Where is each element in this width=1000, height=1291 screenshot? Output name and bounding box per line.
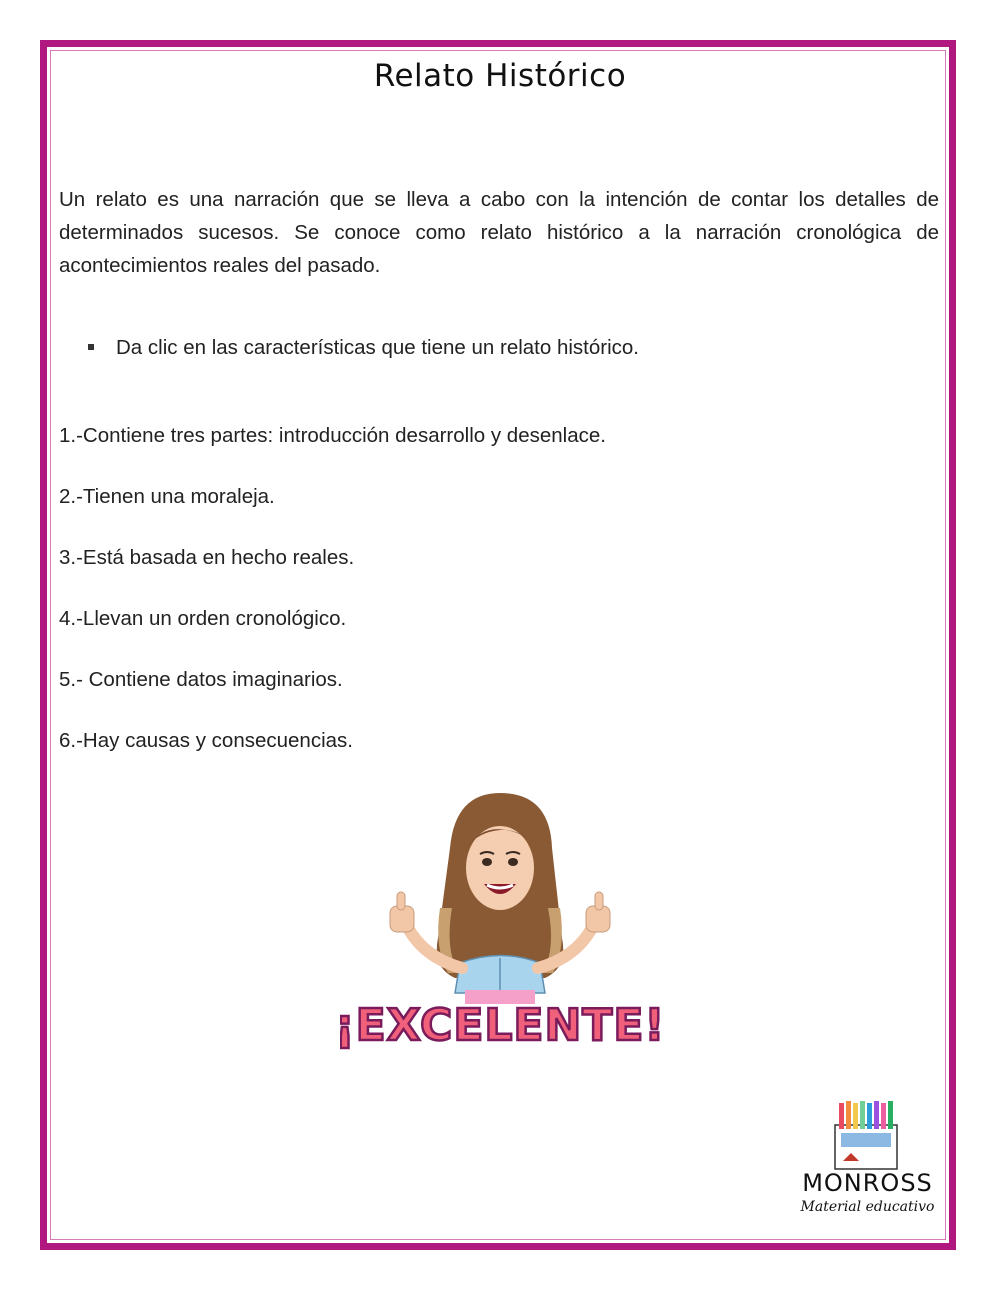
bullet-icon	[88, 344, 94, 350]
instruction-text: Da clic en las características que tiene un relato histórico.	[116, 336, 640, 359]
intro-paragraph: Un relato es una narración que se lleva a cabo con la intención de contar los detalles de determinados sucesos. Se conoce como relato histórico a la narración cronológica de acontecimientos reales del pasado.	[59, 188, 939, 277]
options-list	[59, 421, 606, 787]
option-1[interactable]: 1.-Contiene tres partes: introducción desarrollo y desenlace.	[59, 424, 606, 447]
logo-subtitle: Material educativo	[800, 1199, 935, 1215]
option-2[interactable]: 2.-Tienen una moraleja.	[59, 485, 275, 508]
option-3[interactable]: 3.-Está basada en hecho reales.	[59, 546, 355, 569]
avatar-icon	[340, 788, 660, 1053]
option-5[interactable]: 5.- Contiene datos imaginarios.	[59, 668, 343, 691]
option-6[interactable]: 6.-Hay causas y consecuencias.	[59, 729, 353, 752]
page-title: Relato Histórico	[373, 58, 627, 94]
instruction	[88, 336, 639, 360]
monross-logo	[795, 1095, 940, 1225]
logo-name: MONROSS	[802, 1169, 933, 1197]
excelente-avatar	[340, 788, 660, 1053]
crayons-icon	[795, 1095, 940, 1173]
excelente-banner: ¡EXCELENTE!	[340, 1000, 660, 1051]
option-4[interactable]: 4.-Llevan un orden cronológico.	[59, 607, 347, 630]
